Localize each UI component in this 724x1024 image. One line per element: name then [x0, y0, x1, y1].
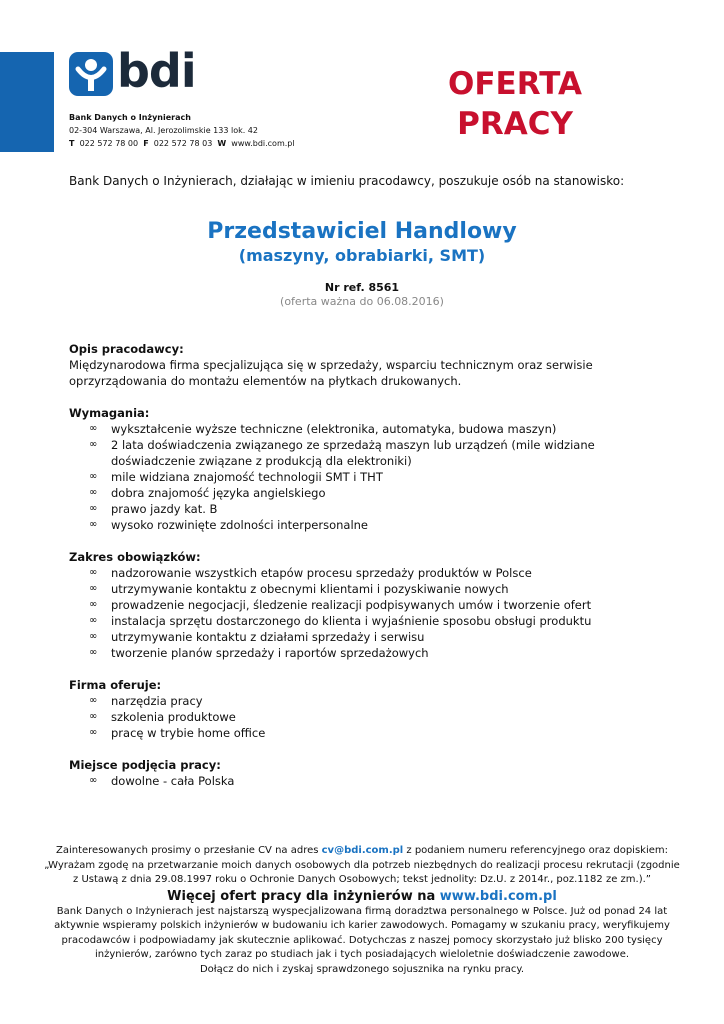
consent-clause: „Wyrażam zgodę na przetwarzanie moich danych osobowych dla potrzeb niezbędnych do realizacji procesu rekrutacji (zgodnie z Ustawą z dnia 29.08.1997 roku o Ochronie Danych Osobowych; tekst jednolity: Dz.U. z 2014r., poz.1182 ze zm.).”: [44, 859, 680, 885]
employer-description: Międzynarodowa firma specjalizująca się w sprzedaży, wsparciu technicznym oraz serwisie oprzyrządowania do montażu elementów na płytkach drukowanych.: [69, 358, 593, 388]
cv-instruction: [40, 844, 684, 859]
list-item-text: 2 lata doświadczenia związanego ze sprzedażą maszyn lub urządzeń (mile widziane doświadczenie związane z produkcją dla elektroniki): [111, 438, 595, 468]
list-item-text: mile widziana znajomość technologii SMT i THT: [111, 470, 383, 484]
requirements-title: Wymagania:: [69, 406, 150, 420]
offer-content: [69, 341, 669, 805]
bullet-icon: ∞: [89, 695, 98, 706]
offer-validity: (oferta ważna do 06.08.2016): [280, 295, 444, 308]
list-item: [69, 709, 669, 725]
list-item-text: instalacja sprzętu dostarczonego do klienta i wyjaśnienie sposobu obsługi produktu: [111, 614, 592, 628]
logo-text: bdi: [117, 44, 196, 98]
offer-line-2: PRACY: [457, 106, 573, 142]
cv-email-link[interactable]: cv@bdi.com.pl: [321, 845, 404, 856]
bullet-icon: ∞: [89, 471, 98, 482]
requirements-list: [69, 421, 669, 533]
list-item-text: utrzymywanie kontaktu z obecnymi klientami i pozyskiwanie nowych: [111, 582, 509, 596]
job-subtitle: (maszyny, obrabiarki, SMT): [238, 246, 486, 265]
company-info: [69, 111, 295, 150]
list-item-text: tworzenie planów sprzedaży i raportów sprzedażowych: [111, 646, 429, 660]
list-item-text: pracę w trybie home office: [111, 726, 266, 740]
location-list: [69, 773, 669, 789]
more-offers-text: Więcej ofert pracy dla inżynierów na: [167, 888, 440, 904]
fax-label: F: [143, 139, 149, 148]
list-item-text: narzędzia pracy: [111, 694, 203, 708]
more-offers-link[interactable]: www.bdi.com.pl: [439, 888, 557, 904]
list-item: [69, 421, 669, 437]
bullet-icon: ∞: [89, 567, 98, 578]
bdi-logo: [69, 44, 196, 98]
bullet-icon: ∞: [89, 439, 98, 450]
offer-heading: [400, 64, 630, 144]
company-address: 02-304 Warszawa, Al. Jerozolimskie 133 lok. 42: [69, 126, 258, 135]
list-item: [69, 629, 669, 645]
person-icon: [69, 52, 113, 96]
list-item: [69, 725, 669, 741]
offers-title: Firma oferuje:: [69, 678, 162, 692]
list-item: [69, 565, 669, 581]
company-name: Bank Danych o Inżynierach: [69, 113, 191, 122]
list-item-text: wykształcenie wyższe techniczne (elektronika, automatyka, budowa maszyn): [111, 422, 557, 436]
list-item-text: utrzymywanie kontaktu z działami sprzedaży i serwisu: [111, 630, 425, 644]
bullet-icon: ∞: [89, 647, 98, 658]
phone-value: 022 572 78 00: [79, 139, 139, 148]
bullet-icon: ∞: [89, 631, 98, 642]
bullet-icon: ∞: [89, 775, 98, 786]
cv-text-post: z podaniem numeru referencyjnego oraz dopiskiem:: [403, 845, 668, 856]
about-company: Bank Danych o Inżynierach jest najstarszą wyspecjalizowana firmą doradztwa personalnego w Polsce. Już od ponad 24 lat aktywnie wspieramy polskich inżynierów w budowaniu ich karier zawodowych. Pomagamy w szukaniu pracy, weryfikujemy pracodawców i podpowiadamy jak skutecznie aplikować. Dotychczas z naszej pomocy skorzystało już blisko 200 tysięcy inżynierów, zarówno tych zaraz po studiach jak i tych posiadających wieloletnie doświadczenie zawodowe.: [54, 905, 670, 960]
web-link[interactable]: www.bdi.com.pl: [231, 139, 295, 148]
list-item: [69, 773, 669, 789]
cv-text-pre: Zainteresowanych prosimy o przesłanie CV na adres: [55, 845, 322, 856]
job-reference: Nr ref. 8561: [324, 281, 400, 294]
list-item: [69, 581, 669, 597]
offer-line-1: OFERTA: [448, 66, 582, 102]
bullet-icon: ∞: [89, 599, 98, 610]
list-item-text: dobra znajomość języka angielskiego: [111, 486, 326, 500]
more-offers: [40, 888, 684, 905]
list-item-text: szkolenia produktowe: [111, 710, 236, 724]
footer: [40, 844, 684, 977]
list-item-text: prawo jazdy kat. B: [111, 502, 218, 516]
list-item: [69, 517, 669, 533]
closing-line: Dołącz do nich i zyskaj sprawdzonego sojusznika na rynku pracy.: [199, 963, 525, 975]
list-item-text: dowolne - cała Polska: [111, 774, 235, 788]
bullet-icon: ∞: [89, 487, 98, 498]
bullet-icon: ∞: [89, 519, 98, 530]
bullet-icon: ∞: [89, 711, 98, 722]
duties-list: [69, 565, 669, 661]
company-contact: [69, 137, 295, 150]
employer-title: Opis pracodawcy:: [69, 342, 184, 356]
job-title: Przedstawiciel Handlowy: [207, 219, 517, 244]
list-item: [69, 693, 669, 709]
bullet-icon: ∞: [89, 423, 98, 434]
list-item: [69, 485, 669, 501]
list-item: [69, 501, 669, 517]
blue-accent-bar: [0, 52, 54, 152]
location-title: Miejsce podjęcia pracy:: [69, 758, 221, 772]
phone-label: T: [69, 139, 75, 148]
bullet-icon: ∞: [89, 583, 98, 594]
list-item: [69, 597, 669, 613]
bullet-icon: ∞: [89, 727, 98, 738]
list-item-text: prowadzenie negocjacji, śledzenie realizacji podpisywanych umów i tworzenie ofert: [111, 598, 592, 612]
list-item: [69, 437, 669, 469]
intro-text: Bank Danych o Inżynierach, działając w imieniu pracodawcy, poszukuje osób na stanowisko:: [69, 174, 625, 188]
web-label: W: [217, 139, 227, 148]
list-item: [69, 613, 669, 629]
fax-value: 022 572 78 03: [153, 139, 213, 148]
offers-list: [69, 693, 669, 741]
bullet-icon: ∞: [89, 503, 98, 514]
duties-title: Zakres obowiązków:: [69, 550, 201, 564]
list-item-text: wysoko rozwinięte zdolności interpersonalne: [111, 518, 369, 532]
list-item: [69, 645, 669, 661]
bullet-icon: ∞: [89, 615, 98, 626]
list-item-text: nadzorowanie wszystkich etapów procesu sprzedaży produktów w Polsce: [111, 566, 532, 580]
list-item: [69, 469, 669, 485]
